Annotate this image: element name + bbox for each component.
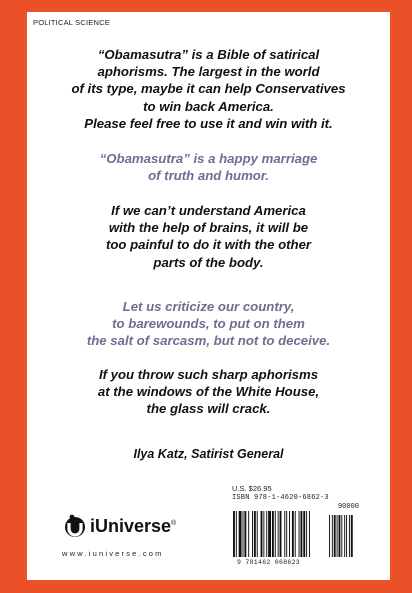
isbn-label: ISBN 978-1-4620-6862-3 bbox=[232, 494, 329, 502]
publisher-name-text: iUniverse bbox=[90, 516, 172, 536]
author-credit: Ilya Katz, Satirist General bbox=[133, 447, 284, 461]
blurb-line: Please feel free to use it and win with it. bbox=[84, 115, 333, 131]
blurb-line: to barewounds, to put on them bbox=[112, 316, 305, 332]
blurb-line: “Obamasutra” is a Bible of satirical bbox=[97, 47, 320, 62]
blurb-line: of truth and humor. bbox=[148, 168, 269, 184]
iuniverse-logo-icon bbox=[62, 513, 88, 539]
blurb-line: with the help of brains, it will be bbox=[108, 220, 309, 236]
blurb-line: parts of the body. bbox=[153, 254, 264, 270]
blurb-paragraph-5 bbox=[27, 366, 390, 418]
publisher-logo bbox=[62, 513, 182, 547]
blurb-line: to win back America. bbox=[143, 98, 274, 114]
blurb-line: too painful to do it with the other bbox=[105, 237, 312, 253]
blurb-line: aphorisms. The largest in the world bbox=[97, 64, 320, 80]
price-code-label: 90000 bbox=[337, 503, 359, 511]
blurb-line: If you throw such sharp aphorisms bbox=[98, 367, 319, 382]
publisher-url: www.iuniverse.com bbox=[62, 549, 164, 558]
publisher-name bbox=[90, 516, 176, 537]
barcode-bars bbox=[231, 511, 363, 559]
blurb-paragraph-2 bbox=[27, 150, 390, 184]
blurb-line: the salt of sarcasm, but not to deceive. bbox=[86, 333, 331, 349]
blurb-paragraph-1 bbox=[27, 46, 390, 132]
price-label: U.S. $26.95 bbox=[232, 484, 272, 493]
blurb-line: “Obamasutra” is a happy marriage bbox=[99, 151, 318, 166]
barcode-digits: 9 781462 068623 bbox=[237, 559, 301, 566]
blurb-line: of its type, maybe it can help Conservatives bbox=[71, 81, 346, 97]
registered-mark: ® bbox=[171, 520, 177, 527]
barcode bbox=[231, 503, 363, 571]
blurb-paragraph-3 bbox=[27, 202, 390, 271]
blurb-line: the glass will crack. bbox=[146, 401, 271, 417]
blurb-line: at the windows of the White House, bbox=[97, 384, 320, 400]
blurb-line: Let us criticize our country, bbox=[122, 299, 295, 314]
blurb-line: If we can’t understand America bbox=[111, 203, 306, 218]
text-panel bbox=[27, 12, 390, 580]
blurb-paragraph-4 bbox=[27, 298, 390, 350]
category-label: POLITICAL SCIENCE bbox=[33, 18, 110, 27]
